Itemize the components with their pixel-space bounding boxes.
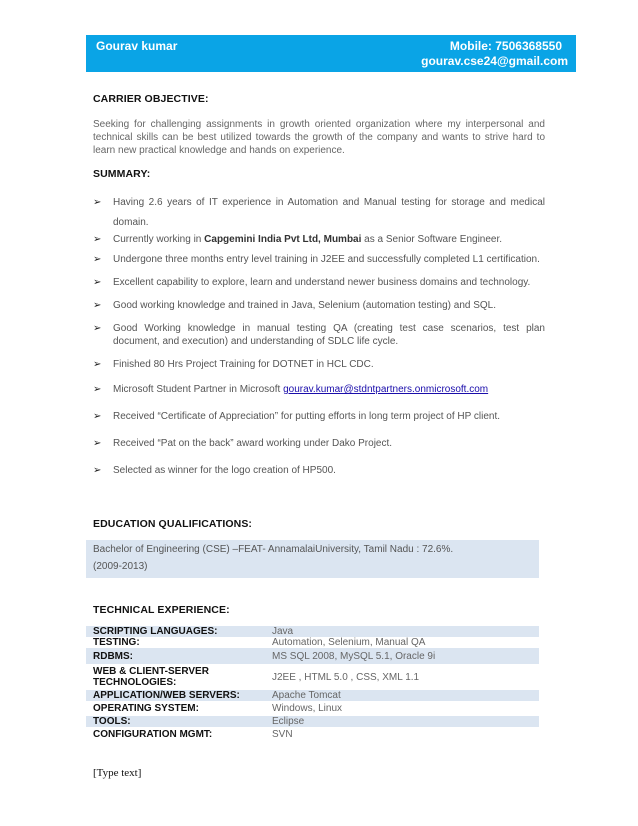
arrow-bullet-icon: ➢: [93, 300, 102, 311]
arrow-bullet-icon: ➢: [93, 465, 102, 476]
header-banner: [86, 35, 576, 72]
summary-item: ➢ Undergone three months entry level training in J2EE and successfully completed L1 certification.: [93, 254, 540, 265]
arrow-bullet-icon: ➢: [93, 234, 102, 245]
objective-heading: CARRIER OBJECTIVE:: [93, 93, 209, 105]
arrow-bullet-icon: ➢: [93, 384, 102, 395]
summary-heading: SUMMARY:: [93, 168, 151, 180]
summary-item: ➢ Microsoft Student Partner in Microsoft gourav.kumar@stdntpartners.onmicrosoft.com: [93, 384, 489, 395]
msp-email-link[interactable]: gourav.kumar@stdntpartners.onmicrosoft.com: [283, 384, 489, 395]
table-row: WEB & CLIENT-SERVER TECHNOLOGIES: J2EE , HTML 5.0 , CSS, XML 1.1: [93, 666, 420, 688]
summary-item: ➢ Good Working knowledge in manual testing QA (creating test case scenarios, test plan document, and execution) and understanding of SDLC life cycle.: [93, 323, 545, 347]
table-row: SCRIPTING LANGUAGES: Java: [86, 626, 539, 637]
summary-item: ➢ Excellent capability to explore, learn and understand newer business domains and technology.: [93, 277, 531, 288]
summary-item: ➢ Good working knowledge and trained in Java, Selenium (automation testing) and SQL.: [93, 300, 497, 311]
table-row: RDBMS: MS SQL 2008, MySQL 5.1, Oracle 9i: [86, 648, 539, 664]
summary-item: ➢ Currently working in Capgemini India Pvt Ltd, Mumbai as a Senior Software Engineer.: [93, 234, 503, 245]
technical-heading: TECHNICAL EXPERIENCE:: [93, 604, 230, 616]
objective-text: Seeking for challenging assignments in growth oriented organization where my interpersonal and technical skills can be best utilized towards the growth of the company and wants to strive hard to learn new practical knowledge and hands on experience.: [93, 119, 545, 156]
arrow-bullet-icon: ➢: [93, 438, 102, 449]
arrow-bullet-icon: ➢: [93, 197, 102, 208]
footer-placeholder: [Type text]: [93, 767, 142, 779]
table-row: APPLICATION/WEB SERVERS: Apache Tomcat: [86, 690, 539, 701]
summary-item: ➢ Selected as winner for the logo creation of HP500.: [93, 465, 336, 476]
table-row: OPERATING SYSTEM: Windows, Linux: [93, 703, 343, 714]
arrow-bullet-icon: ➢: [93, 411, 102, 422]
employer-name: Capgemini India Pvt Ltd, Mumbai: [204, 234, 362, 245]
arrow-bullet-icon: ➢: [93, 277, 102, 288]
technical-table: [86, 626, 539, 741]
arrow-bullet-icon: ➢: [93, 254, 102, 265]
arrow-bullet-icon: ➢: [93, 359, 102, 370]
education-years: (2009-2013): [93, 561, 148, 572]
education-block: [86, 540, 539, 578]
mobile-number: Mobile: 7506368550: [449, 39, 562, 53]
table-row: TESTING: Automation, Selenium, Manual QA: [93, 637, 426, 648]
summary-item: ➢ Received “Certificate of Appreciation” for putting efforts in long term project of HP client.: [93, 411, 501, 422]
summary-item: ➢ Received “Pat on the back” award working under Dako Project.: [93, 438, 393, 449]
candidate-name: Gourav kumar: [96, 39, 178, 53]
arrow-bullet-icon: ➢: [93, 323, 102, 334]
summary-list: [93, 193, 545, 477]
email-address[interactable]: gourav.cse24@gmail.com: [421, 54, 568, 68]
summary-item: ➢ Having 2.6 years of IT experience in Automation and Manual testing for storage and medical domain.: [93, 193, 545, 233]
table-row: TOOLS: Eclipse: [86, 716, 539, 727]
summary-item: ➢ Finished 80 Hrs Project Training for DOTNET in HCL CDC.: [93, 359, 374, 370]
table-row: CONFIGURATION MGMT: SVN: [93, 728, 293, 740]
education-degree: Bachelor of Engineering (CSE) –FEAT- AnnamalaiUniversity, Tamil Nadu : 72.6%.: [93, 544, 454, 555]
education-heading: EDUCATION QUALIFICATIONS:: [93, 518, 253, 530]
